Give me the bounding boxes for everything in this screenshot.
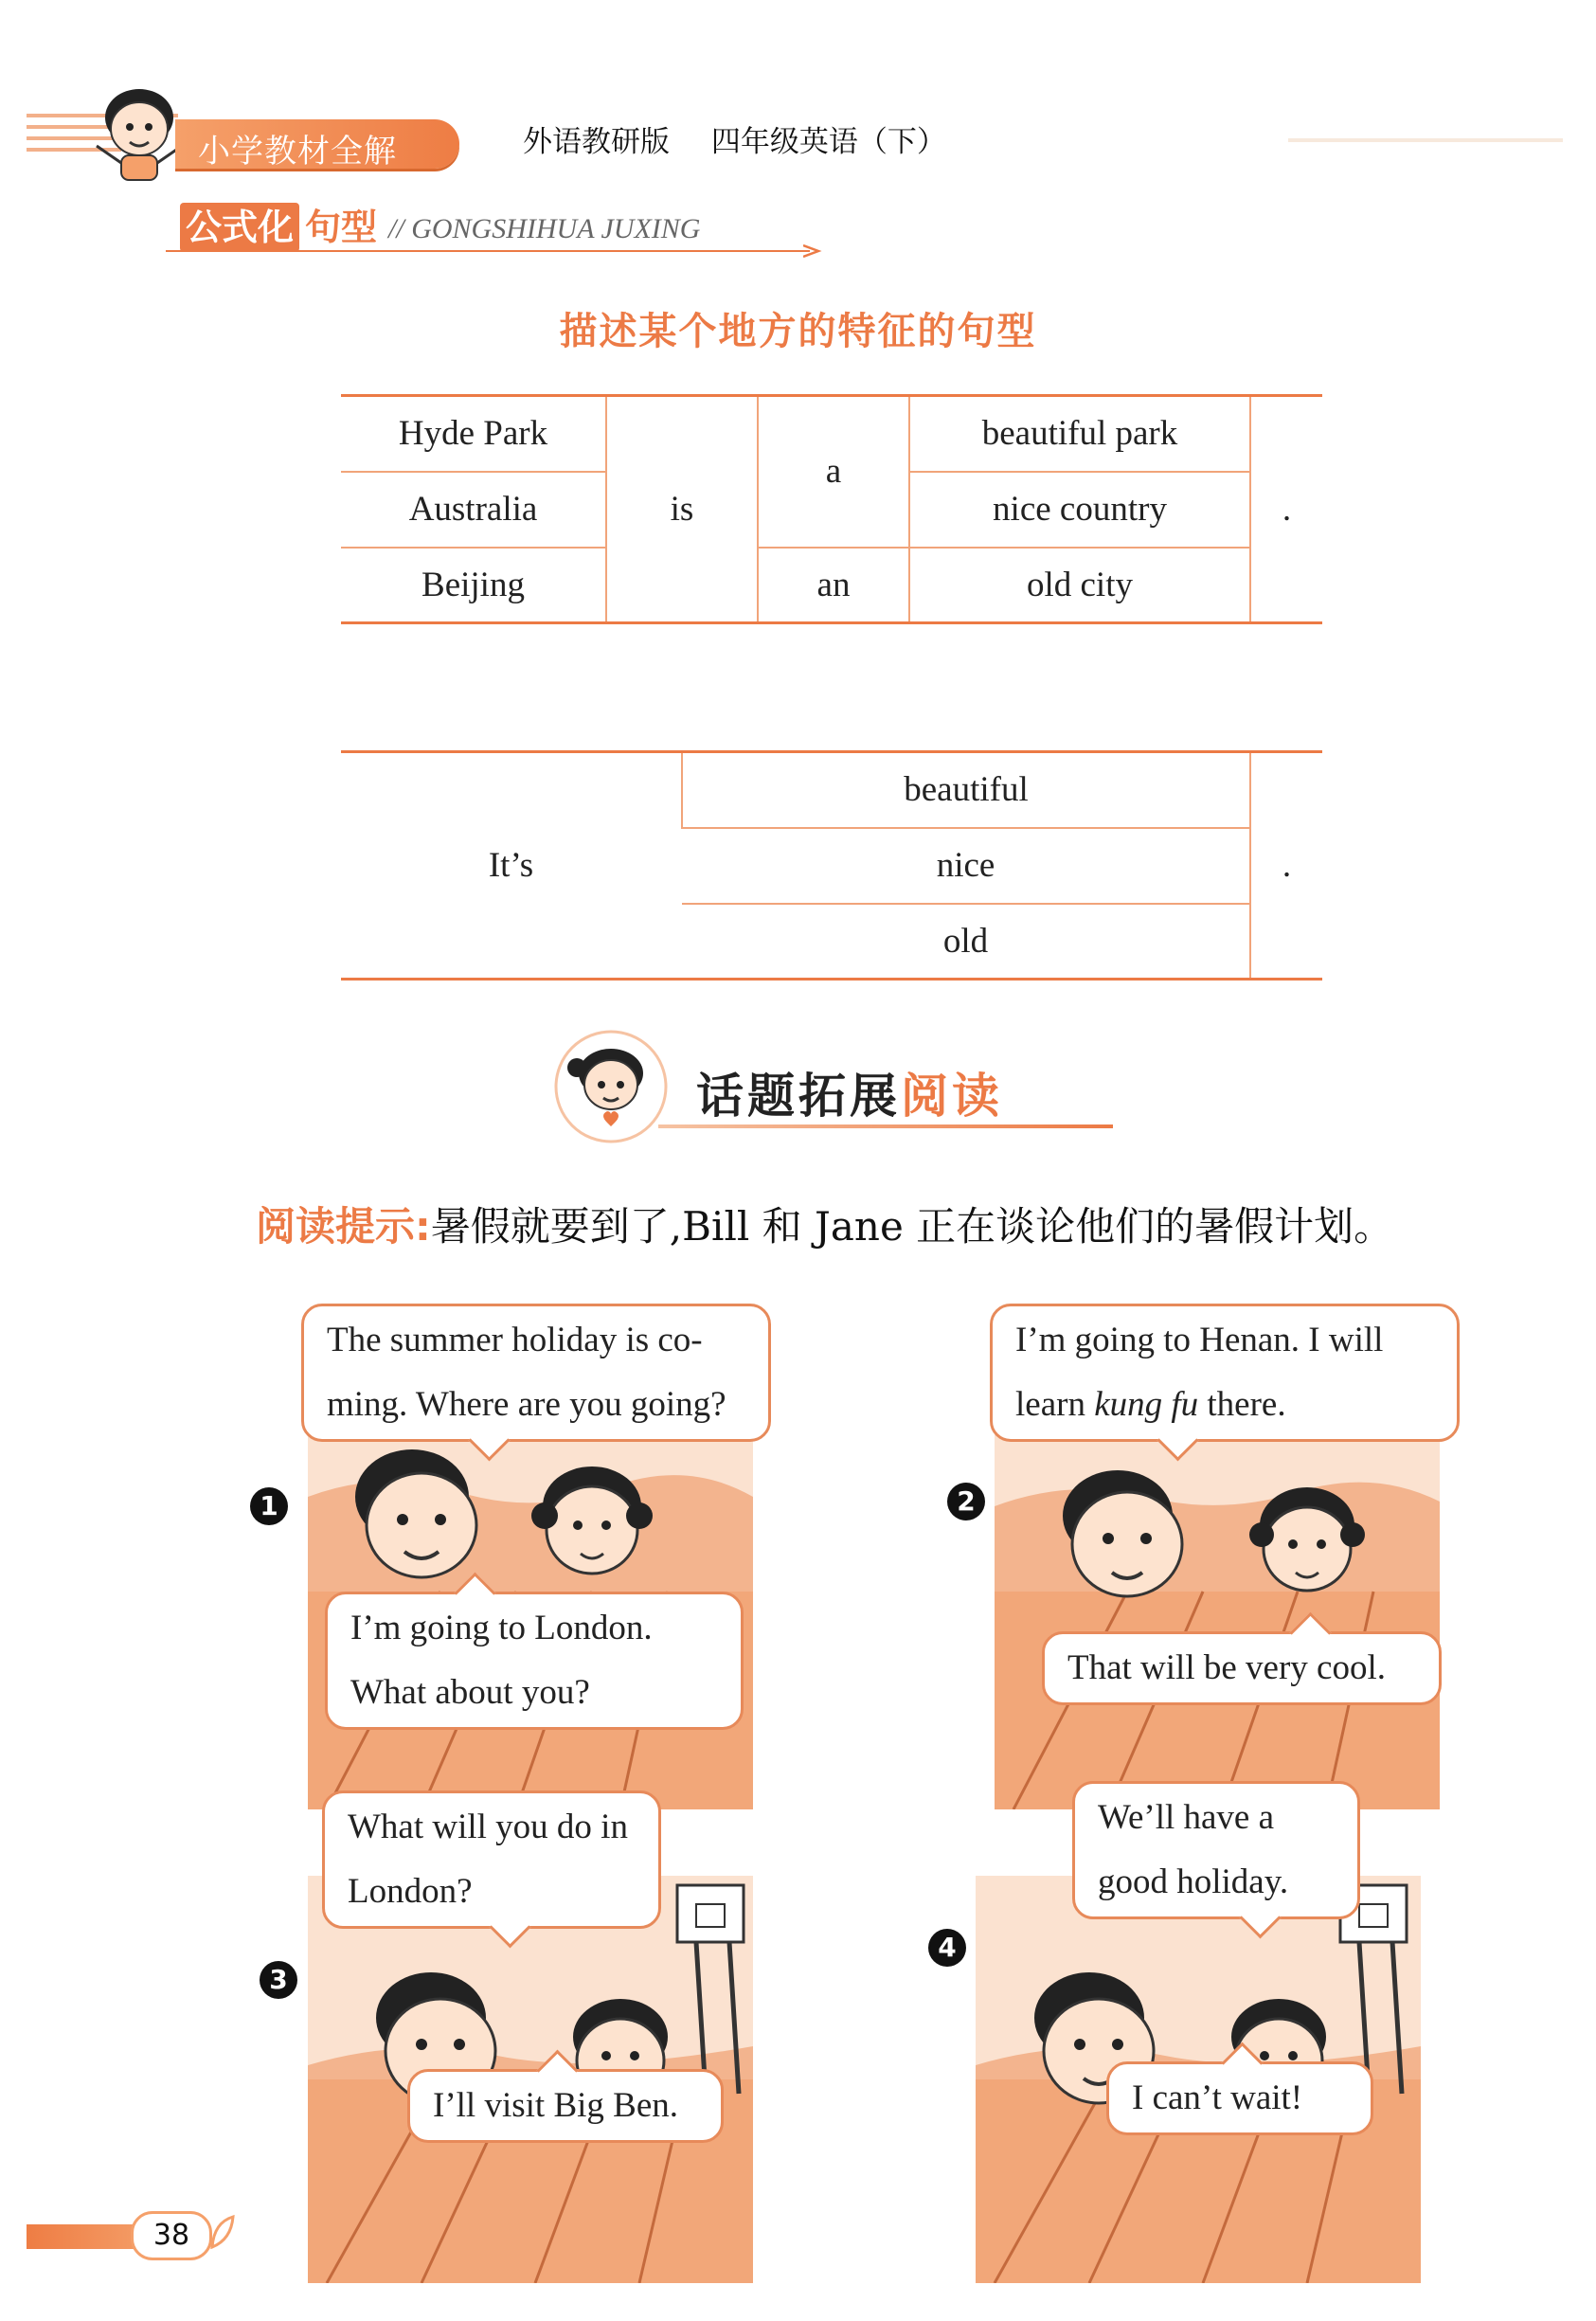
reading-title-black: 话题拓展 [696,1069,901,1124]
book-series-badge [175,119,459,169]
bubble-line: good holiday. [1098,1862,1289,1901]
bubble-line [1015,1373,1434,1437]
bubble-text-kung-fu: kung fu [1094,1385,1199,1424]
panel-number-4: 4 [928,1929,966,1967]
panel-number-2: 2 [947,1483,985,1520]
table1-subject-cell: Australia [341,472,606,548]
speech-bubble-3-bottom [407,2069,724,2143]
reading-tip [256,1196,1393,1252]
page-number: 38 [131,2211,212,2260]
girl-mascot-icon [554,1026,668,1149]
bubble-line: I’m going to London. [350,1609,653,1647]
speech-bubble-2-top [990,1304,1460,1442]
bubble-line: ming. Where are you going? [327,1385,726,1424]
publisher-label: 外语教研版 [523,125,670,159]
comic-panel-2 [995,1402,1440,1809]
section-title-formula-patterns [180,203,700,256]
table1-noun-cell: old city [909,548,1250,623]
table1-article-cell: a [758,396,909,548]
table2-end-cell: . [1250,752,1322,980]
table2-adjective-cell: beautiful [682,752,1250,828]
arrow-right-icon [803,243,822,260]
bubble-line: I can’t wait! [1132,2078,1303,2117]
bubble-line: London? [348,1872,473,1911]
table1-verb-cell: is [606,396,758,623]
bubble-line: I’ll visit Big Ben. [433,2086,678,2125]
table1-noun-cell: nice country [909,472,1250,548]
reading-title-underline [658,1125,1113,1128]
bubble-line: The summer holiday is co- [327,1321,703,1359]
speech-bubble-1-bottom [325,1592,744,1730]
section-title-underline [166,250,810,252]
bubble-line: I’m going to Henan. I will [1015,1321,1384,1359]
reading-title-orange: 阅读 [901,1069,1003,1124]
table2-start-cell: It’s [341,752,682,980]
comic-scene-2 [995,1402,1440,1809]
table1-noun-cell: beautiful park [909,396,1250,472]
section-title-highlight: 公式化 [180,203,299,252]
book-series-label: 小学教材全解 [198,133,397,171]
bubble-text-learn: learn [1015,1385,1095,1424]
table2-adjective-cell: nice [682,828,1250,904]
table1-subject-cell: Hyde Park [341,396,606,472]
pattern-subtitle: 描述某个地方的特征的句型 [559,310,1037,353]
bubble-line: What about you? [350,1673,590,1712]
table1-subject-cell: Beijing [341,548,606,623]
table1-article-cell: an [758,548,909,623]
pattern-table-2 [341,750,1322,981]
speech-bubble-4-top [1072,1781,1360,1919]
panel-number-1: 1 [250,1487,288,1525]
speech-bubble-1-top [301,1304,771,1442]
grade-subject-label: 四年级英语（下） [710,125,946,159]
speech-bubble-2-bottom [1042,1631,1442,1705]
pattern-table-1 [341,394,1322,624]
bubble-line: That will be very cool. [1067,1648,1386,1687]
panel-number-3: 3 [260,1961,297,1999]
section-title-rest: 句型 [305,207,378,248]
header-right-rule [1288,138,1563,142]
table2-adjective-cell: old [682,904,1250,980]
leaf-icon [208,2213,237,2251]
section-title-en: // GONGSHIHUA JUXING [388,213,701,244]
bubble-text-there: there. [1198,1385,1286,1424]
table1-end-cell: . [1250,396,1322,623]
header-info [523,117,946,160]
speech-bubble-4-bottom [1106,2061,1373,2135]
bubble-line: What will you do in [348,1808,628,1846]
bubble-line: We’ll have a [1098,1798,1275,1837]
reading-tip-text: 暑假就要到了,Bill 和 Jane 正在谈论他们的暑假计划。 [430,1203,1394,1250]
speech-bubble-3-top [322,1790,661,1929]
reading-tip-label: 阅读提示: [256,1203,431,1250]
reading-section-title [696,1058,1003,1126]
reading-section-badge [554,1026,1132,1149]
